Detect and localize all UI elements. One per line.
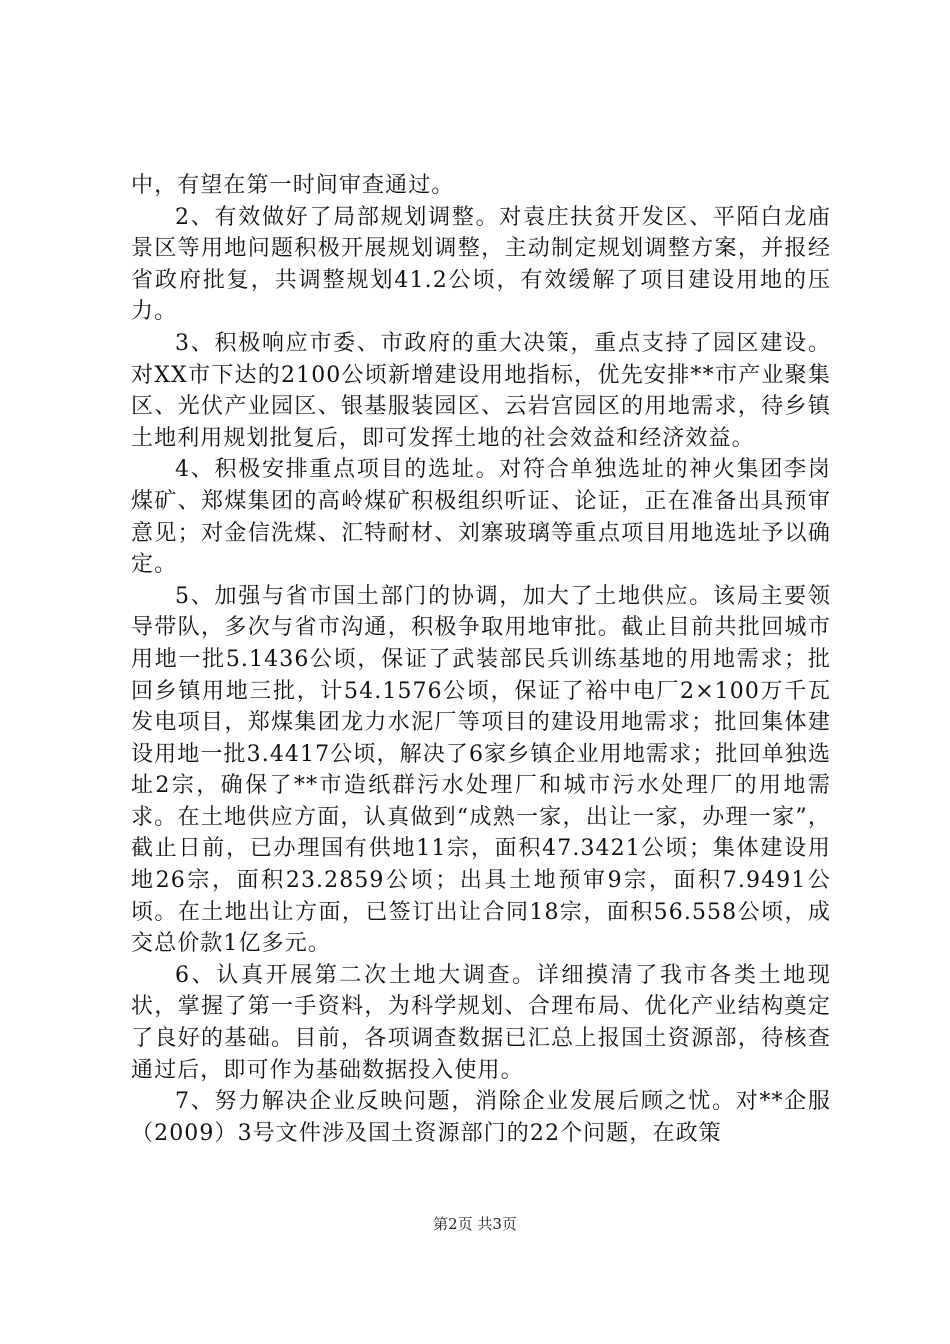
paragraph-item-6: 6、认真开展第二次土地大调查。详细摸清了我市各类土地现状，掌握了第一手资料，为科学规划、合理布局、优化产业结构奠定了良好的基础。目前，各项调查数据已汇总上报国土资源部，待核查通过后，即可作为基础数据投入使用。	[131, 962, 831, 1083]
paragraph-item-5: 5、加强与省市国土部门的协调，加大了土地供应。该局主要领导带队，多次与省市沟通，积极争取用地审批。截止目前共批回城市用地一批5.1436公顷，保证了武装部民兵训练基地的用地需求；批回乡镇用地三批，计54.1576公顷，保证了裕中电厂2×100万千瓦发电项目，郑煤集团龙力水泥厂等项目的建设用地需求；批回集体建设用地一批3.4417公顷，解决了6家乡镇企业用地需求；批回单独选址2宗，确保了**市造纸群污水处理厂和城市污水处理厂的用地需求。在土地供应方面，认真做到“成熟一家，出让一家，办理一家”，截止日前，已办理国有供地11宗，面积47.3421公顷；集体建设用地26宗，面积23.2859公顷；出具土地预审9宗，面积7.9491公顷。在土地出让方面，已签订出让合同18宗，面积56.558公顷，成交总价款1亿多元。	[131, 583, 831, 957]
paragraph-item-4: 4、积极安排重点项目的选址。对符合单独选址的神火集团李岗煤矿、郑煤集团的高岭煤矿积极组织听证、论证，正在准备出具预审意见；对金信洗煤、汇特耐材、刘寨玻璃等重点项目用地选址予以确定。	[131, 457, 831, 578]
page-number-footer: 第2页 共3页	[433, 1215, 517, 1233]
paragraph-item-3: 3、积极响应市委、市政府的重大决策，重点支持了园区建设。对XX市下达的2100公顷新增建设用地指标，优先安排**市产业聚集区、光伏产业园区、银基服装园区、云岩宫园区的用地需求，待乡镇土地利用规划批复后，即可发挥土地的社会效益和经济效益。	[131, 330, 831, 451]
document-body	[131, 170, 831, 1149]
paragraph-item-7: 7、努力解决企业反映问题，消除企业发展后顾之忧。对**企服（2009）3号文件涉及国土资源部门的22个问题，在政策	[131, 1089, 831, 1146]
paragraph-item-2: 2、有效做好了局部规划调整。对袁庄扶贫开发区、平陌白龙庙景区等用地问题积极开展规划调整，主动制定规划调整方案，并报经省政府批复，共调整规划41.2公顷，有效缓解了项目建设用地的压力。	[131, 204, 831, 325]
paragraph-continuation: 中，有望在第一时间审查通过。	[131, 173, 455, 198]
